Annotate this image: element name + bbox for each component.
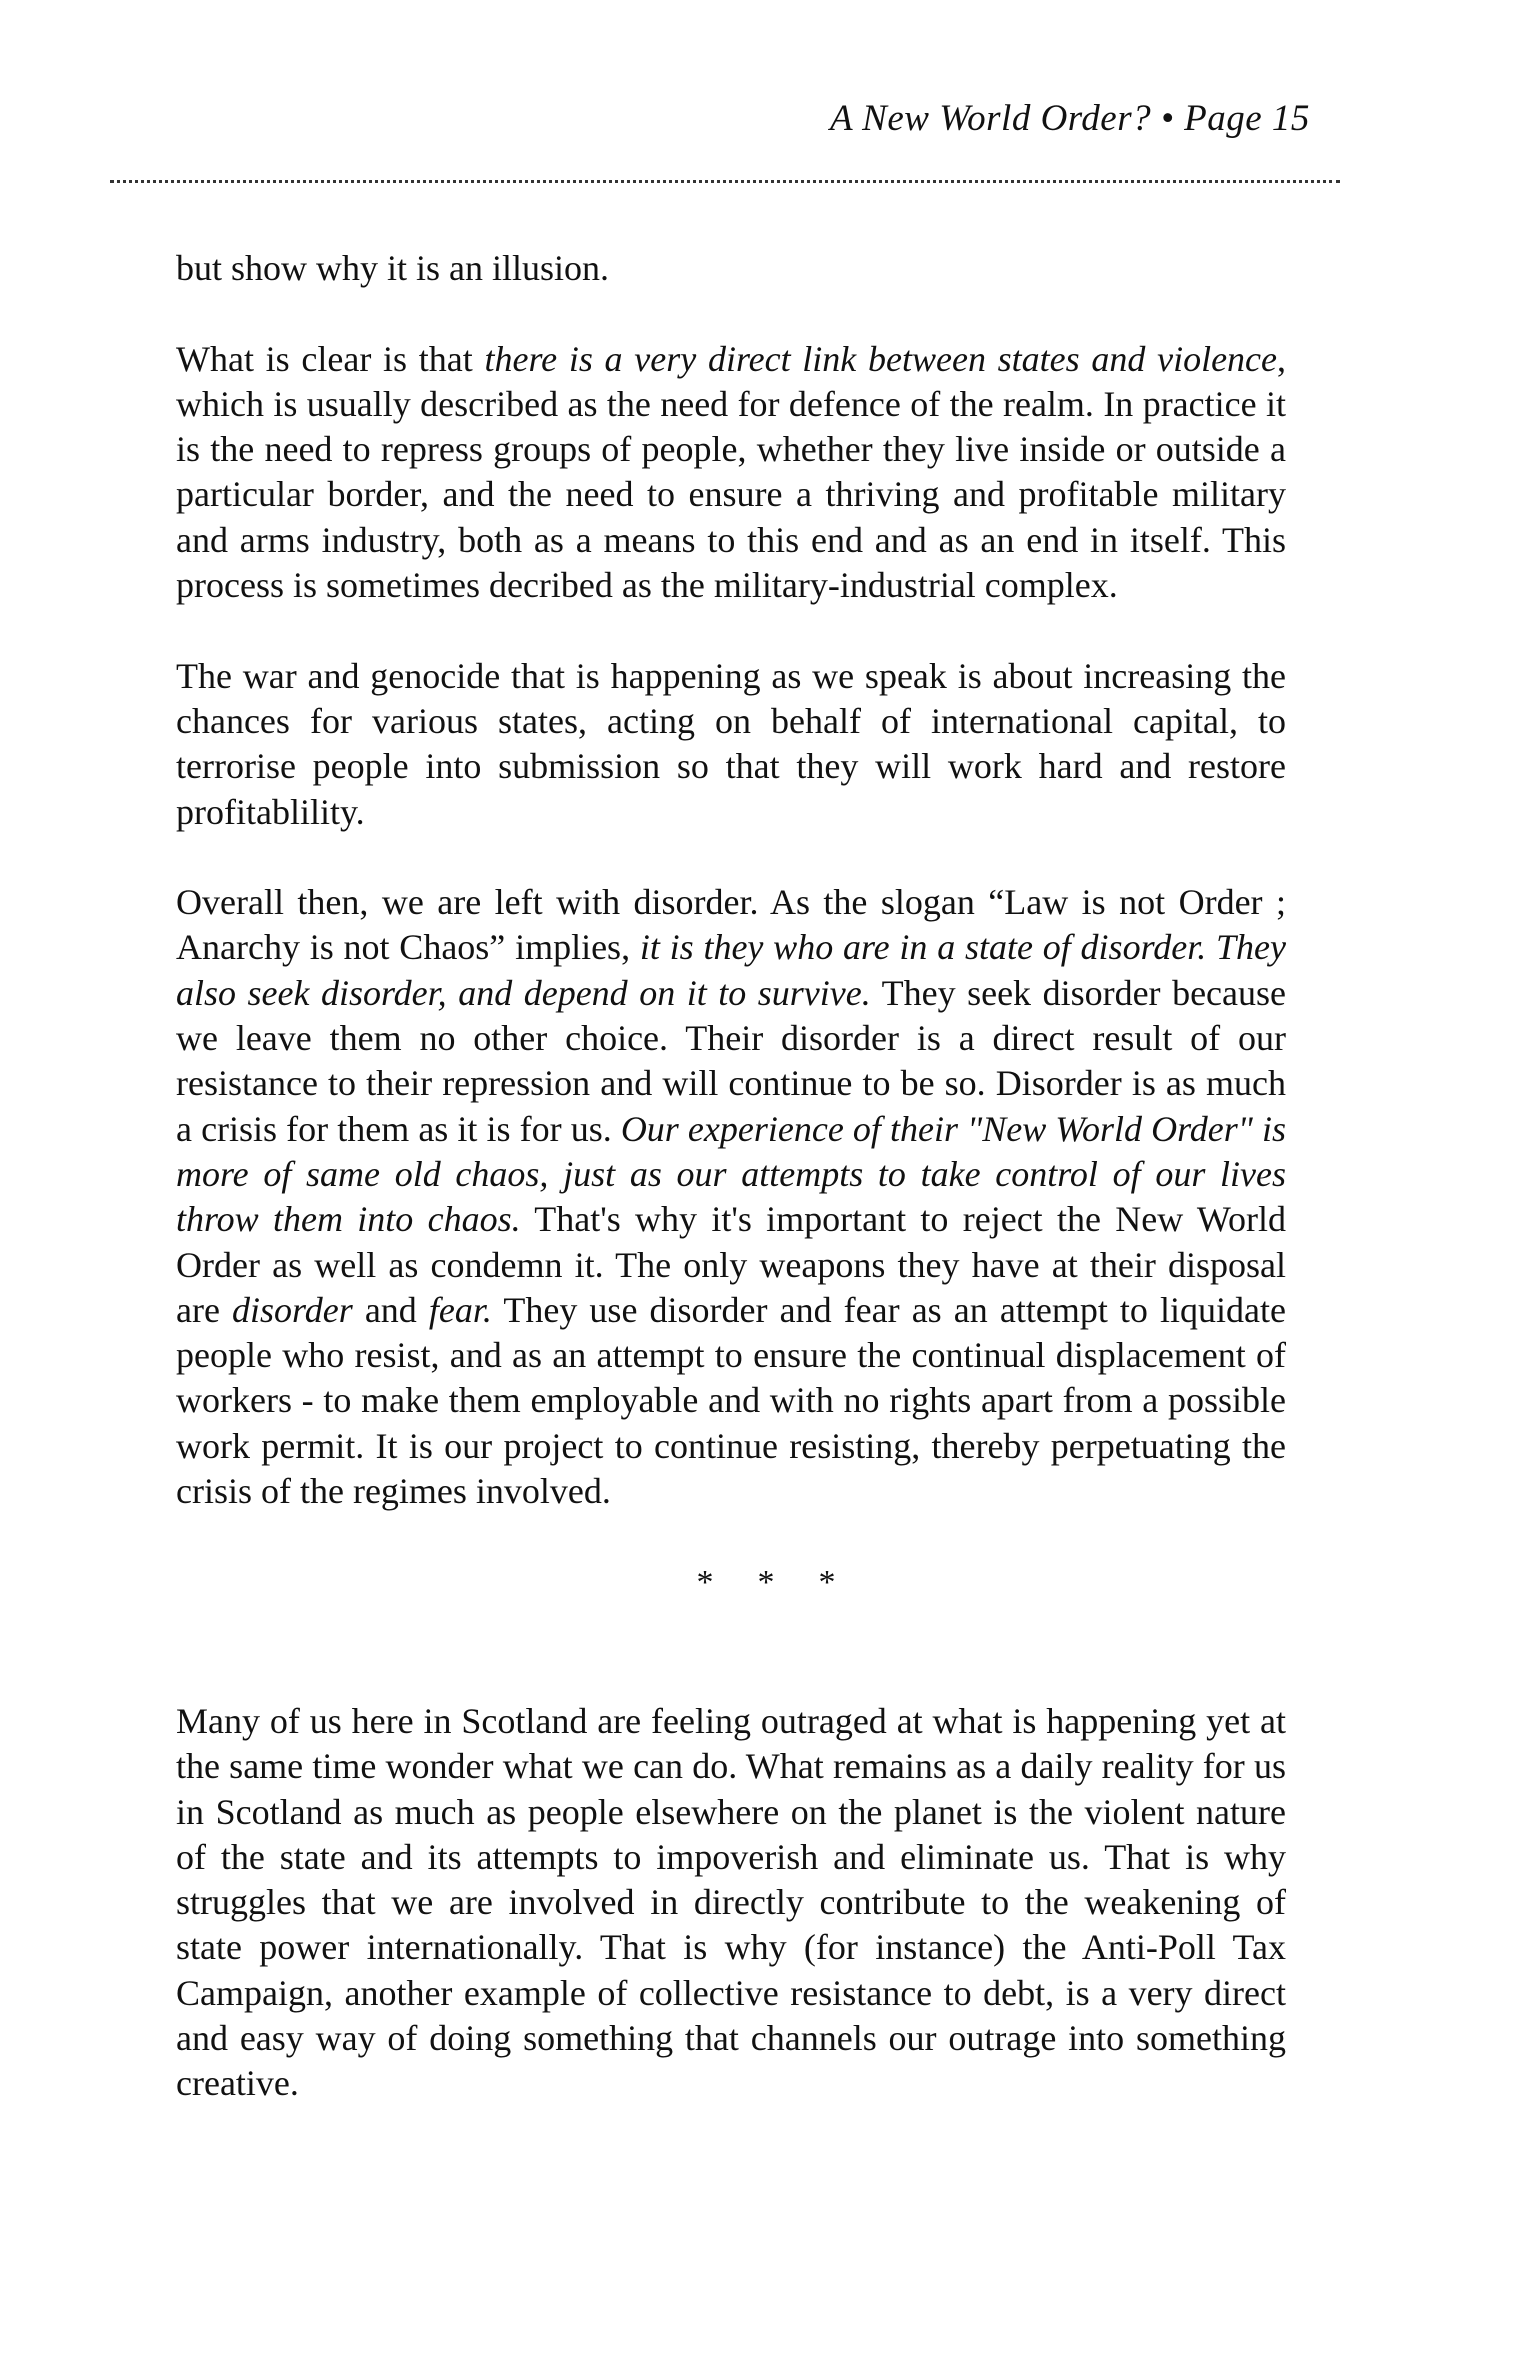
paragraph-2-emphasis: there is a very direct link between states and violence	[484, 338, 1278, 379]
paragraph-1: but show why it is an illusion.	[176, 248, 610, 288]
paragraph-4	[176, 880, 1286, 1514]
paragraph-4-text-e: That's why it's important to reject the New World Order as well as condemn it. The only weapons they have at their disposal are	[176, 1199, 1286, 1330]
paragraph-4-text-i: They use disorder and fear as an attempt to liquidate people who resist, and as an attempt to ensure the continual displacement of workers - to make them employable and with no rights apart from a possible work permit. It is our project to continue resisting, thereby perpetuating the crisis of the regimes involved.	[176, 1289, 1286, 1512]
separator-star: *	[818, 1563, 836, 1601]
running-header: A New World Order? • Page 15	[830, 98, 1310, 139]
paragraph-2-text-c: , which is usually described as the need for defence of the realm. In practice it is the need to repress groups of people, whether they live inside or outside a particular border, and the need to ensure a thriving and profitable military and arms industry, both as a means to this end and as an end in itself. This process is sometimes decribed as the military-industrial complex.	[176, 338, 1287, 606]
paragraph-4-text-a: Overall then, we are left with disorder. As the slogan “Law is not Order ; Anarchy is not Chaos” implies,	[176, 882, 1286, 968]
paragraph-4-emphasis-h: fear.	[428, 1289, 492, 1330]
paragraph-4-text-c: They seek disorder because we leave them no other choice. Their disorder is a direct result of our resistance to their repression and will continue to be so. Disorder is as much a crisis for them as it is for us.	[176, 972, 1286, 1149]
separator-star: *	[757, 1563, 775, 1601]
section-separator	[176, 1560, 1286, 1605]
separator-star: *	[696, 1563, 714, 1601]
paragraph-2	[176, 337, 1286, 609]
paragraph-4-emphasis-d: Our experience of their "New World Order" is more of same old chaos, just as our attempts to take control of our lives throw them into chaos.	[176, 1108, 1286, 1240]
paragraph-3: The war and genocide that is happening as we speak is about increasing the chances for various states, acting on behalf of international capital, to terrorise people into submission so that they will work hard and restore profitablility.	[176, 655, 1286, 832]
paragraph-4-emphasis-b: it is they who are in a state of disorder. They also seek disorder, and depend on it to survive.	[176, 927, 1287, 1013]
paragraph-2-text-a: What is clear is that	[176, 338, 485, 379]
dotted-rule	[110, 180, 1340, 183]
paragraph-4-text-g: and	[352, 1289, 429, 1330]
page-body	[176, 246, 1286, 2152]
paragraph-5: Many of us here in Scotland are feeling outraged at what is happening yet at the same time wonder what we can do. What remains as a daily reality for us in Scotland as much as people elsewhere on the planet is the violent nature of the state and its attempts to impoverish and eliminate us. That is why struggles that we are involved in directly contribute to the weakening of state power internationally. That is why (for instance) the Anti-Poll Tax Campaign, another example of collective resistance to debt, is a very direct and easy way of doing something that channels our outrage into something creative.	[176, 1700, 1286, 2104]
paragraph-4-emphasis-f: disorder	[232, 1289, 353, 1330]
